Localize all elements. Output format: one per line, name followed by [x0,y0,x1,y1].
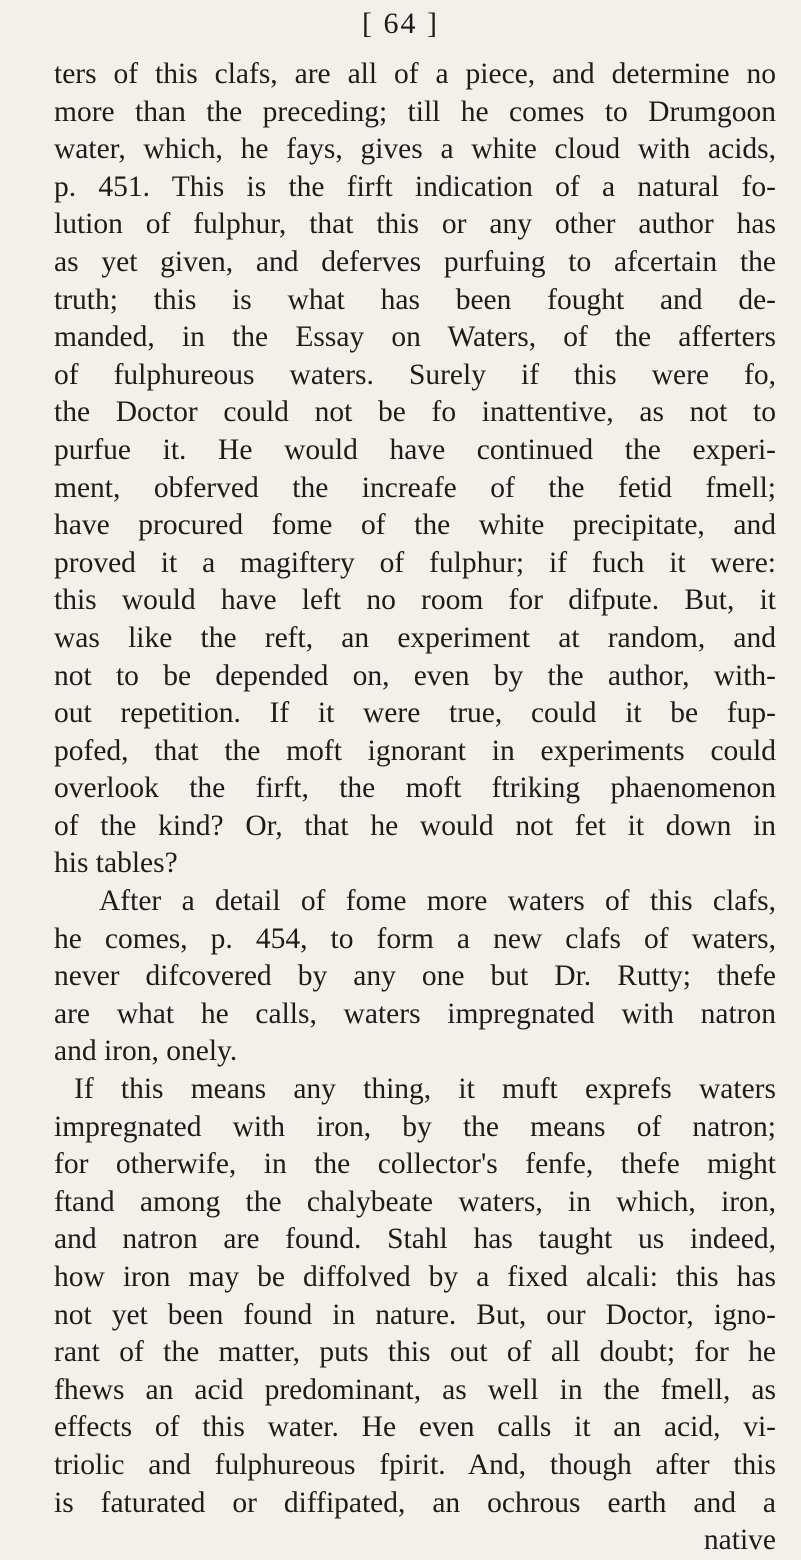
text-line: pofed, that the moft ignorant in experiments could [54,734,776,767]
text-line: is faturated or diffipated, an ochrous earth and a [54,1486,776,1519]
text-line: manded, in the Essay on Waters, of the afferters [54,321,776,354]
text-line: of the kind? Or, that he would not fet it down in [54,809,776,842]
text-line: for otherwife, in the collector's fenfe, thefe might [54,1148,776,1181]
text-line: he comes, p. 454, to form a new clafs of waters, [54,922,776,955]
text-line: impregnated with iron, by the means of natron; [54,1110,776,1143]
text-line: effects of this water. He even calls it an acid, vi- [54,1411,776,1444]
text-line: are what he calls, waters impregnated with natron [54,997,776,1030]
text-line: never difcovered by any one but Dr. Rutty; thefe [54,960,776,993]
text-line: water, which, he fays, gives a white cloud with acids, [54,133,776,166]
text-line: lution of fulphur, that this or any other author has [54,208,776,241]
page-number-header: [ 64 ] [362,7,439,40]
text-line: triolic and fulphureous fpirit. And, though after this [54,1448,776,1481]
text-line: truth; this is what has been fought and de- [54,283,776,316]
text-line: ters of this clafs, are all of a piece, and determine no [54,58,776,90]
text-line: purfue it. He would have continued the experi- [54,433,776,466]
text-line: as yet given, and deferves purfuing to afcertain the [54,245,776,278]
text-line: proved it a magiftery of fulphur; if fuch it were: [54,546,776,579]
text-line: of fulphureous waters. Surely if this were fo, [54,358,776,391]
text-line: not to be depended on, even by the author, with- [54,659,776,692]
text-line: more than the preceding; till he comes to Drumgoon [54,95,776,128]
text-line: this would have left no room for difpute. But, it [54,584,776,617]
text-line: his tables? [54,847,178,880]
text-line: After a detail of fome more waters of this clafs, [99,885,776,918]
text-line: and natron are found. Stahl has taught us indeed, [54,1223,776,1256]
text-line: how iron may be diffolved by a fixed alcali: this has [54,1261,776,1293]
text-line: ftand among the chalybeate waters, in which, iron, [54,1185,776,1218]
text-line: If this means any thing, it muft exprefs waters [74,1073,776,1106]
text-line: out repetition. If it were true, could it be fup- [54,697,776,730]
text-line: and iron, onely. [54,1035,238,1068]
text-line: have procured fome of the white precipitate, and [54,509,776,542]
catchword: native [703,1524,776,1557]
text-line: the Doctor could not be fo inattentive, as not to [54,396,776,429]
text-line: not yet been found in nature. But, our Doctor, igno- [54,1298,776,1331]
body-text [54,56,776,1560]
text-line: overlook the firft, the moft ftriking phaenomenon [54,772,776,805]
text-line: fhews an acid predominant, as well in the fmell, as [54,1373,776,1406]
text-line: ment, obferved the increafe of the fetid fmell; [54,471,776,504]
text-line: was like the reft, an experiment at random, and [54,621,776,654]
text-line: p. 451. This is the firft indication of a natural fo- [54,170,776,203]
text-line: rant of the matter, puts this out of all doubt; for he [54,1336,776,1369]
